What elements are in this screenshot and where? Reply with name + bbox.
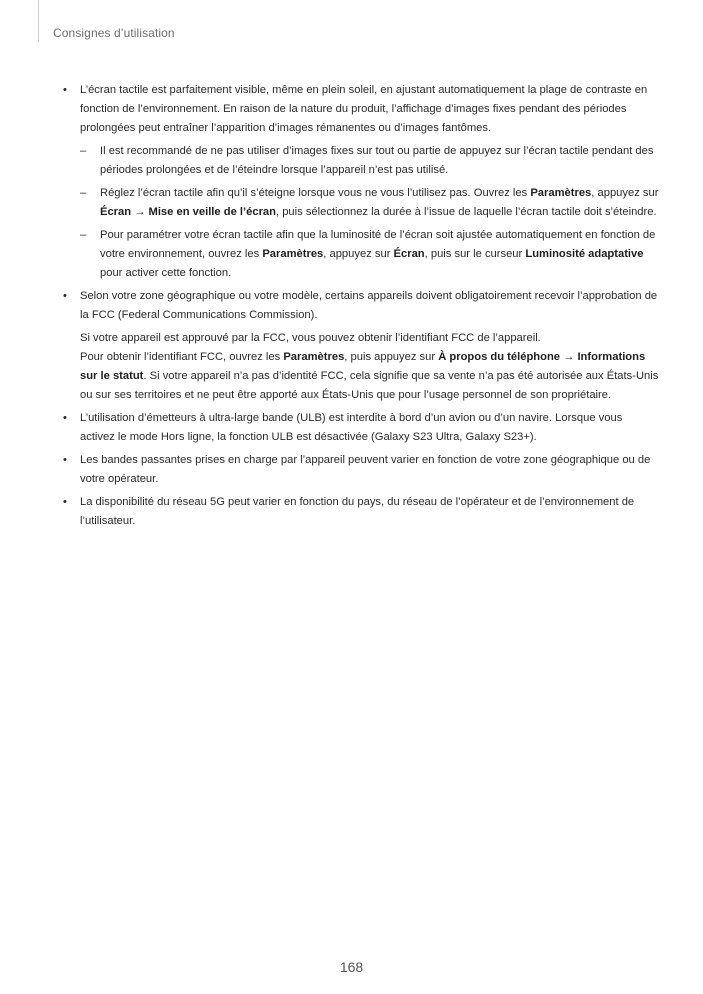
bullet-item-frequency-bands bbox=[60, 451, 660, 489]
bullet-text: Selon votre zone géographique ou votre modèle, certains appareils doivent obligatoirement recevoir l’approbation de la FCC (Federal Communications Commission). bbox=[80, 290, 658, 321]
bullet-dot: • bbox=[63, 454, 67, 466]
bullet-dot: • bbox=[63, 496, 67, 508]
sub-dash: – bbox=[80, 229, 87, 241]
screen-timeout-menu-label: Mise en veille de l’écran bbox=[148, 206, 276, 218]
sub-dash: – bbox=[80, 145, 87, 157]
bullet-text: La disponibilité du réseau 5G peut varier en fonction du pays, du réseau de l’opérateur et de l’environnement de l’utilisateur. bbox=[80, 496, 635, 527]
settings-menu-label: Paramètres bbox=[530, 187, 592, 199]
sub-dash: – bbox=[80, 187, 87, 199]
bullet-item-uwb bbox=[60, 409, 660, 447]
bullet-text: Les bandes passantes prises en charge par l’appareil peuvent varier en fonction de votre zone géographique ou de votre opérateur. bbox=[80, 454, 651, 485]
display-menu-label: Écran bbox=[100, 206, 132, 218]
sub-item-adaptive-brightness bbox=[80, 226, 660, 283]
status-information-menu-label: Informations sur le statut bbox=[80, 351, 646, 382]
bullet-text: L’écran tactile est parfaitement visible, même en plein soleil, en ajustant automatiquement la plage de contraste en fonction de l’environnement. En raison de la nature du produit, l’affichage d’images fixes pendant des périodes prolongées peut entraîner l’apparition d’images rémanentes ou d’images fantômes. bbox=[80, 84, 648, 134]
page-number: 168 bbox=[339, 959, 364, 975]
bullet-item-screen-visibility bbox=[60, 81, 660, 283]
sub-item-text: Réglez l’écran tactile afin qu’il s’éteigne lorsque vous ne vous l’utilisez pas. Ouvrez les Paramètres, appuyez sur Écran → Mise en veille de l’écran, puis sélectionnez la durée à l’issue de laquelle l’écran tactile doit s’éteindre. bbox=[100, 187, 659, 218]
bullet-dot: • bbox=[63, 84, 67, 96]
sub-item-text: Il est recommandé de ne pas utiliser d’images fixes sur tout ou partie de appuyez sur l’écran tactile pendant des périodes prolongées et de l’éteindre lorsque l’appareil n’est pas utilisé. bbox=[100, 145, 654, 176]
page-header-title: Consignes d’utilisation bbox=[53, 26, 175, 40]
main-content bbox=[60, 81, 660, 535]
bullet-dot: • bbox=[63, 290, 67, 302]
sub-item-avoid-fixed-images bbox=[80, 142, 660, 180]
adaptive-brightness-menu-label: Luminosité adaptative bbox=[525, 248, 644, 260]
settings-menu-label: Paramètres bbox=[283, 351, 345, 363]
bullet-item-fcc bbox=[60, 287, 660, 405]
bullet-item-5g-availability bbox=[60, 493, 660, 531]
bullet-text: L’utilisation d’émetteurs à ultra-large bande (ULB) est interdite à bord d’un avion ou d’un navire. Lorsque vous activez le mode Hors ligne, la fonction ULB est désactivée (Galaxy S23 Ultra, Galaxy S23+). bbox=[80, 412, 623, 443]
display-menu-label: Écran bbox=[393, 248, 425, 260]
sub-item-text: Pour paramétrer votre écran tactile afin que la luminosité de l’écran soit ajustée automatiquement en fonction de votre environnement, ouvrez les Paramètres, appuyez sur Écran, puis sur le curseur Luminosité adaptative pour activer cette fonction. bbox=[100, 229, 656, 279]
sub-item-screen-timeout bbox=[80, 184, 660, 222]
about-phone-menu-label: À propos du téléphone bbox=[438, 351, 561, 363]
header-divider bbox=[38, 0, 39, 42]
settings-menu-label: Paramètres bbox=[262, 248, 324, 260]
fcc-details-text: Si votre appareil est approuvé par la FCC, vous pouvez obtenir l’identifiant FCC de l’appareil. Pour obtenir l’identifiant FCC, ouvrez les Paramètres, puis appuyez sur À propos du téléphone → Informations sur le statut. Si votre appareil n’a pas d’identité FCC, cela signifie que sa vente n’a pas été autorisée aux États-Unis ou sur ses territoires et ne peut être apporté aux États-Unis que pour l’usage personnel de son propriétaire. bbox=[80, 332, 659, 401]
sub-list bbox=[80, 142, 660, 283]
bullet-dot: • bbox=[63, 412, 67, 424]
